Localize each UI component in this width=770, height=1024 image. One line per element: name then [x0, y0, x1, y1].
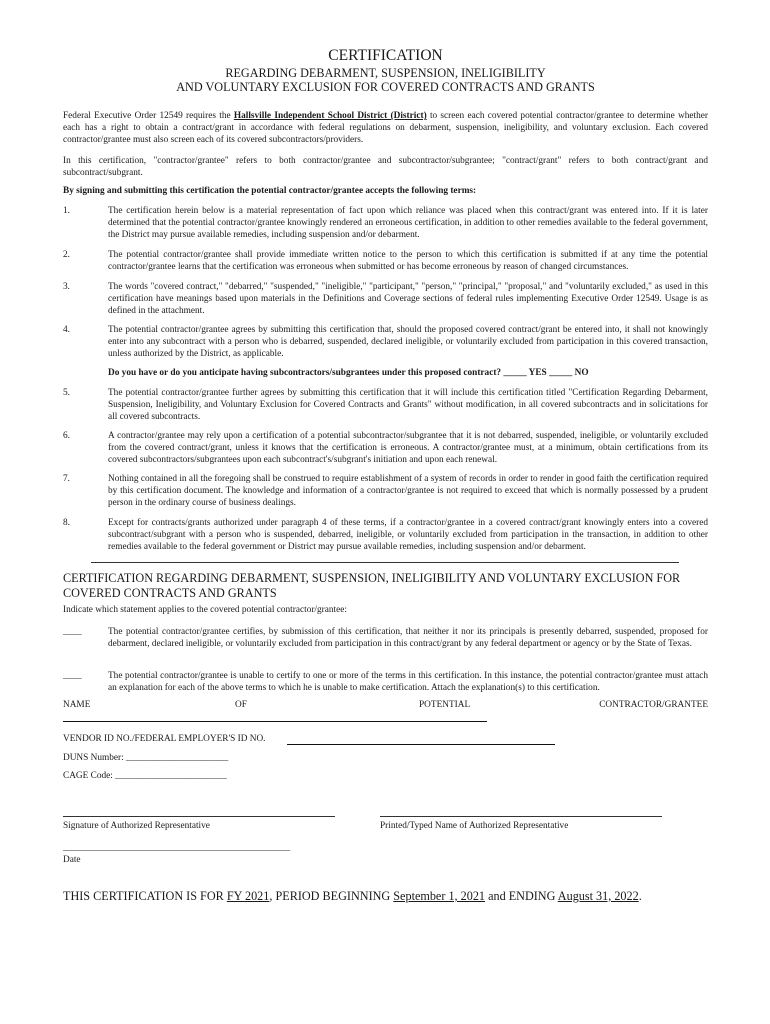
intro-paragraph-2: In this certification, "contractor/grantee" refers to both contractor/grantee and subcontractor/subgrantee; "contract/grant" refers to both contract/grant and subcontract/subgrant. [63, 156, 708, 178]
duns-field[interactable]: DUNS Number: ______________________ [63, 753, 229, 763]
certification-period: THIS CERTIFICATION IS FOR FY 2021, PERIOD BEGINNING September 1, 2021 and ENDING August 31, 2022. [63, 889, 642, 903]
option-certify-blank[interactable]: ____ [63, 627, 82, 637]
section-divider [91, 562, 679, 563]
document-subtitle-line1: REGARDING DEBARMENT, SUSPENSION, INELIGIBILITY [225, 66, 546, 80]
printed-name-line[interactable] [380, 816, 662, 817]
terms-heading: By signing and submitting this certification the potential contractor/grantee accepts the following terms: [63, 186, 477, 196]
document-subtitle-line2: AND VOLUNTARY EXCLUSION FOR COVERED CONTRACTS AND GRANTS [176, 80, 595, 94]
vendor-id-field[interactable]: VENDOR ID NO./FEDERAL EMPLOYER'S ID NO. [63, 734, 266, 744]
signature-label: Signature of Authorized Representative [63, 821, 210, 831]
signature-line[interactable] [63, 816, 335, 817]
cage-field[interactable]: CAGE Code: ________________________ [63, 771, 227, 781]
period-end: August 31, 2022 [557, 889, 639, 903]
vendor-id-line[interactable] [287, 744, 555, 745]
printed-name-label: Printed/Typed Name of Authorized Representative [380, 821, 569, 831]
date-label: Date [63, 855, 81, 865]
document-title: CERTIFICATION [328, 47, 443, 64]
contractor-name-line[interactable] [63, 721, 487, 722]
certification-heading: CERTIFICATION REGARDING DEBARMENT, SUSPENSION, INELIGIBILITY AND VOLUNTARY EXCLUSION FOR COVERED CONTRACTS AND GRANTS [63, 571, 681, 600]
date-line[interactable]: ________________________________________________________ [63, 843, 290, 853]
intro-paragraph-1: Federal Executive Order 12549 requires the Hallsville Independent School District (District) to screen each covered potential contractor/grantee to determine whether each has a right to obtain a contract/grant in accordance with federal regulations on debarment, suspension, ineligibility, and voluntary exclusion. Each covered contractor/grantee must also screen each of its covered subcontractors/providers. [63, 111, 708, 145]
indicate-statement: Indicate which statement applies to the covered potential contractor/grantee: [63, 605, 347, 615]
option-unable-blank[interactable]: ____ [63, 671, 82, 681]
period-start: September 1, 2021 [393, 889, 486, 903]
district-name: Hallsville Independent School District (District) [233, 111, 427, 121]
subcontractor-question[interactable]: Do you have or do you anticipate having subcontractors/subgrantees under this proposed contract? _____ YES _____ NO [108, 368, 589, 378]
fiscal-year: FY 2021 [226, 889, 270, 903]
